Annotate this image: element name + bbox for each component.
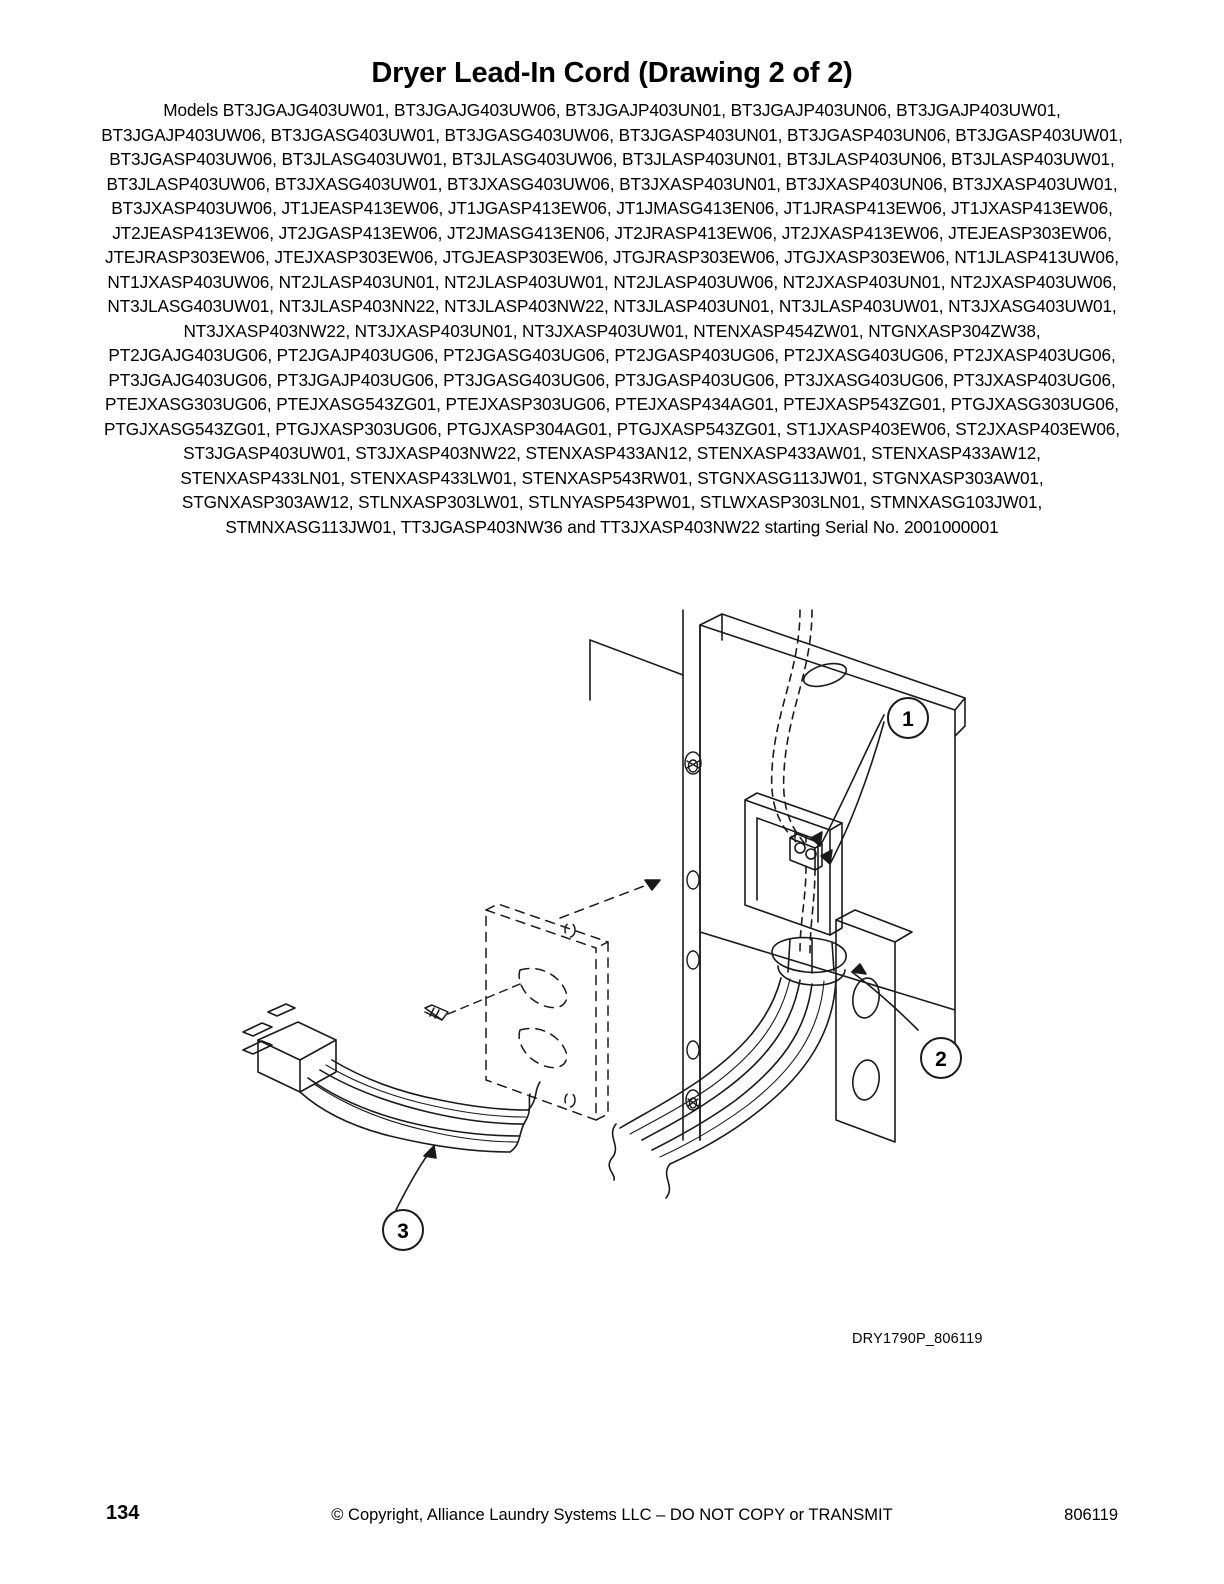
- svg-text:1: 1: [902, 708, 914, 731]
- callout-2: [921, 1038, 961, 1078]
- footer-page-number: 134: [106, 1502, 140, 1524]
- models-list-text: Models BT3JGAJG403UW01, BT3JGAJG403UW06, BT3JGAJP403UN01, BT3JGAJP403UN06, BT3JGAJP403UW01, BT3JGAJP403UW06, BT3JGASG403UW01, BT3JGASG403UW06, BT3JGASP403UN01, BT3JGASP403UN06, BT3JGASP403UW01, BT3JGASP403UW06, BT3JLASG403UW01, BT3JLASG403UW06, BT3JLASP403UN01, BT3JLASP403UN06, BT3JLASP403UW01, BT3JLASP403UW06, BT3JXASG403UW01, BT3JXASG403UW06, BT3JXASP403UN01, BT3JXASP403UN06, BT3JXASP403UW01, BT3JXASP403UW06, JT1JEASP413EW06, JT1JGASP413EW06, JT1JMASG413EN06, JT1JRASP413EW06, JT1JXASP413EW06, JT2JEASP413EW06, JT2JGASP413EW06, JT2JMASG413EN06, JT2JRASP413EW06, JT2JXASP413EW06, JTEJEASP303EW06, JTEJRASP303EW06, JTEJXASP303EW06, JTGJEASP303EW06, JTGJRASP303EW06, JTGJXASP303EW06, NT1JLASP413UW06, NT1JXASP403UW06, NT2JLASP403UN01, NT2JLASP403UW01, NT2JLASP403UW06, NT2JXASP403UN01, NT2JXASP403UW06, NT3JLASG403UW01, NT3JLASP403NN22, NT3JLASP403NW22, NT3JLASP403UN01, NT3JLASP403UW01, NT3JXASG403UW01, NT3JXASP403NW22, NT3JXASP403UN01, NT3JXASP403UW01, NTENXASP454ZW01, NTGNXASP304ZW38, PT2JGAJG403UG06, PT2JGAJP403UG06, PT2JGASG403UG06, PT2JGASP403UG06, PT2JXASG403UG06, PT2JXASP403UG06, PT3JGAJG403UG06, PT3JGAJP403UG06, PT3JGASG403UG06, PT3JGASP403UG06, PT3JXASG403UG06, PT3JXASP403UG06, PTEJXASG303UG06, PTEJXASG543ZG01, PTEJXASP303UG06, PTEJXASP434AG01, PTEJXASP543ZG01, PTGJXASG303UG06, PTGJXASG543ZG01, PTGJXASP303UG06, PTGJXASP304AG01, PTGJXASP543ZG01, ST1JXASP403EW06, ST2JXASP403EW06, ST3JGASP403UW01, ST3JXASP403NW22, STENXASP433AN12, STENXASP433AW01, STENXASP433AW12, STENXASP433LN01, STENXASP433LW01, STENXASP543RW01, STGNXASG113JW01, STGNXASP303AW01, STGNXASP303AW12, STLNXASP303LW01, STLNYASP543PW01, STLWXASP303LN01, STMNXASG103JW01, STMNXASG113JW01, TT3JGASP403NW36 and TT3JXASP403NW22 starting Serial No. 2001000001: [101, 100, 1123, 537]
- svg-text:3: 3: [397, 1220, 409, 1243]
- callout-1: [888, 698, 928, 738]
- page-title: Dryer Lead-In Cord (Drawing 2 of 2): [371, 57, 853, 89]
- callout-3: [383, 1210, 423, 1250]
- parts-diagram: [0, 580, 1224, 1400]
- footer-document-number: 806119: [1064, 1506, 1118, 1524]
- footer-copyright: © Copyright, Alliance Laundry Systems LLC – DO NOT COPY or TRANSMIT: [331, 1506, 893, 1524]
- drawing-code: DRY1790P_806119: [852, 1331, 983, 1347]
- svg-text:2: 2: [935, 1048, 947, 1071]
